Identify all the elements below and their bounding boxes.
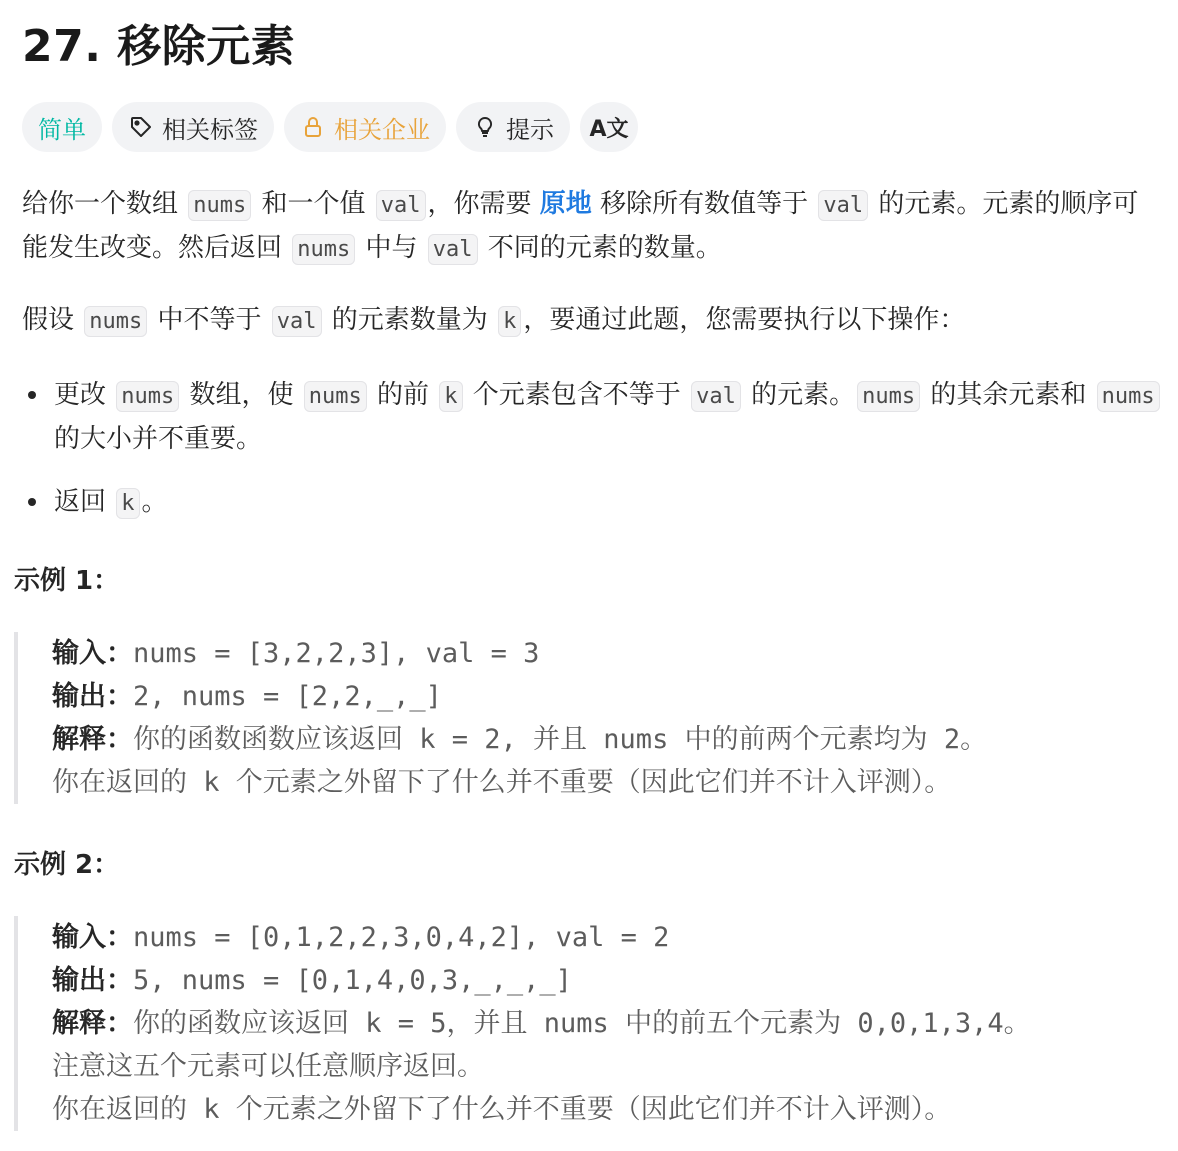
bullet-dot — [28, 498, 36, 506]
related-tags-button[interactable] — [112, 102, 274, 152]
example-2-explain-cont-2: 你在返回的 k 个元素之外留下了什么并不重要（因此它们并不计入评测）。 — [52, 1094, 952, 1125]
tag-icon — [128, 114, 154, 140]
translate-icon: A文 — [589, 116, 629, 142]
example-2-output: 输出：5, nums = [0,1,4,0,3,_,_,_] — [52, 965, 572, 996]
example-2-explain: 解释：你的函数应该返回 k = 5，并且 nums 中的前五个元素为 0,0,1,3,4。 — [52, 1008, 1031, 1039]
example-2-explain-cont-1: 注意这五个元素可以任意顺序返回。 — [52, 1051, 484, 1082]
example-1-output: 输出：2, nums = [2,2,_,_] — [52, 681, 442, 712]
example-2-input: 输入：nums = [0,1,2,2,3,0,4,2], val = 2 — [52, 922, 670, 953]
example-2-title: 示例 2： — [14, 850, 120, 880]
description-paragraph-2: 假设 nums 中不等于 val 的元素数量为 k ，要通过此题，您需要执行以下操作： — [22, 305, 966, 335]
problem-title: 27. 移除元素 — [22, 21, 296, 72]
difficulty-badge[interactable]: 简单 — [22, 102, 102, 152]
bullet-item-modify: 更改 nums 数组，使 nums 的前 k 个元素包含不等于 val 的元素。 nums 的其余元素和 nums 的大小并不重要。 — [22, 374, 1162, 460]
example-1-explain: 解释：你的函数函数应该返回 k = 2, 并且 nums 中的前两个元素均为 2。 — [52, 724, 988, 755]
related-companies-label: 相关企业 — [334, 115, 430, 144]
lightbulb-icon — [472, 114, 498, 140]
translate-button[interactable] — [580, 102, 638, 152]
example-1-input: 输入：nums = [3,2,2,3], val = 3 — [52, 638, 540, 669]
example-1-block — [14, 632, 1158, 804]
hint-button[interactable] — [456, 102, 570, 152]
in-place-link[interactable]: 原地 — [539, 189, 592, 219]
hint-label: 提示 — [506, 115, 554, 144]
lock-icon — [300, 114, 326, 140]
bullet-item-return: 返回 k 。 — [22, 481, 1162, 525]
tag-bar — [22, 102, 638, 152]
description-paragraph-1: 给你一个数组 nums 和一个值 val ，你需要 原地 移除所有数值等于 val 的元素。元素的顺序可能发生改变。然后返回 nums 中与 val 不同的元素的数量。 — [22, 189, 1139, 263]
example-1-title: 示例 1： — [14, 566, 120, 596]
example-2-block — [14, 916, 1158, 1131]
bullet-dot — [28, 391, 36, 399]
example-1-explain-cont: 你在返回的 k 个元素之外留下了什么并不重要（因此它们并不计入评测）。 — [52, 767, 952, 798]
related-companies-button[interactable] — [284, 102, 446, 152]
related-tags-label: 相关标签 — [162, 115, 258, 144]
